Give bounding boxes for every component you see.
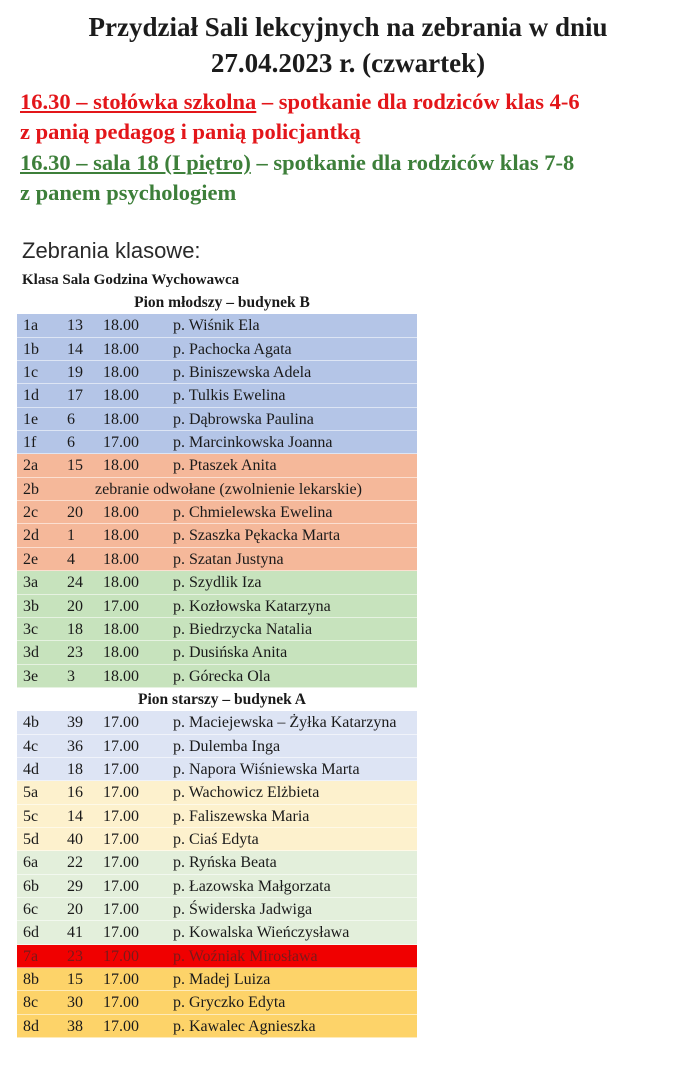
cell-klasa: 5c xyxy=(23,807,39,825)
cell-godzina: 18.00 xyxy=(103,364,139,382)
cell-klasa: 3c xyxy=(23,620,39,638)
class-meetings-table xyxy=(17,291,417,1038)
cell-klasa: 8d xyxy=(23,1017,39,1035)
cell-godzina: 18.00 xyxy=(103,317,139,335)
cell-wychowawca: p. Kowalska Wieńczysława xyxy=(173,924,350,942)
cell-wychowawca: p. Maciejewska – Żyłka Katarzyna xyxy=(173,714,397,732)
cell-klasa: 6b xyxy=(23,877,39,895)
cell-wychowawca: p. Napora Wiśniewska Marta xyxy=(173,760,360,778)
cell-klasa: 7a xyxy=(23,947,39,965)
cell-klasa: 2e xyxy=(23,550,39,568)
cell-sala: 20 xyxy=(67,597,83,615)
cell-godzina: 18.00 xyxy=(103,644,139,662)
cell-klasa: 5a xyxy=(23,784,39,802)
table-row xyxy=(17,478,417,501)
cell-godzina: 18.00 xyxy=(103,574,139,592)
cell-godzina: 17.00 xyxy=(103,434,139,452)
cell-wychowawca: p. Szatan Justyna xyxy=(173,550,284,568)
table-row xyxy=(17,384,417,407)
cell-wychowawca: p. Górecka Ola xyxy=(173,667,271,685)
cell-sala: 20 xyxy=(67,901,83,919)
cell-wychowawca: p. Wiśnik Ela xyxy=(173,317,260,335)
table-row xyxy=(17,501,417,524)
table-row xyxy=(17,314,417,337)
announcement-1-line2: z panią pedagog i panią policjantką xyxy=(20,119,361,144)
cell-sala: 6 xyxy=(67,434,75,452)
cell-sala: 19 xyxy=(67,364,83,382)
rows-older xyxy=(17,711,417,1038)
table-row xyxy=(17,758,417,781)
table-row xyxy=(17,781,417,804)
cell-godzina: 17.00 xyxy=(103,760,139,778)
cell-sala: 38 xyxy=(67,1017,83,1035)
cell-sala: 18 xyxy=(67,620,83,638)
cell-wychowawca: p. Dulemba Inga xyxy=(173,737,281,755)
table-row xyxy=(17,991,417,1014)
cell-godzina: 17.00 xyxy=(103,947,139,965)
cell-wychowawca: p. Faliszewska Maria xyxy=(173,807,310,825)
cell-klasa: 3d xyxy=(23,644,39,662)
table-row xyxy=(17,338,417,361)
cell-klasa: 2a xyxy=(23,457,39,475)
cell-godzina: 17.00 xyxy=(103,854,139,872)
cell-godzina: 17.00 xyxy=(103,1017,139,1035)
cell-sala: 24 xyxy=(67,574,83,592)
cell-wychowawca: p. Marcinkowska Joanna xyxy=(173,434,333,452)
cell-klasa: 5d xyxy=(23,831,39,848)
cell-wychowawca: p. Chmielewska Ewelina xyxy=(173,504,333,522)
cell-klasa: 8b xyxy=(23,971,39,989)
cell-klasa: 6a xyxy=(23,854,39,872)
cell-sala: 29 xyxy=(67,877,83,895)
table-row xyxy=(17,408,417,431)
announcement-2-place: 16.30 – sala 18 (I piętro) xyxy=(20,150,251,175)
rows-younger xyxy=(17,314,417,688)
cell-godzina: 17.00 xyxy=(103,597,139,615)
cell-klasa: 2b xyxy=(23,480,39,498)
cell-sala: 30 xyxy=(67,994,83,1012)
meetings-heading: Zebrania klasowe: xyxy=(22,238,201,263)
cell-wychowawca: p. Pachocka Agata xyxy=(173,340,292,358)
cell-sala: 23 xyxy=(67,947,83,965)
cell-godzina: 18.00 xyxy=(103,504,139,522)
cell-sala: 6 xyxy=(67,410,75,428)
cell-godzina: 17.00 xyxy=(103,901,139,919)
cell-godzina: 17.00 xyxy=(103,737,139,755)
table-row xyxy=(17,711,417,734)
table-row xyxy=(17,641,417,664)
cell-wychowawca: p. Ptaszek Anita xyxy=(173,457,277,475)
cell-sala: 14 xyxy=(67,807,83,825)
table-row xyxy=(17,921,417,944)
table-row xyxy=(17,805,417,828)
cell-godzina: 18.00 xyxy=(103,620,139,638)
cell-wychowawca: p. Ciaś Edyta xyxy=(173,831,259,848)
announcement-2-line2: z panem psychologiem xyxy=(20,180,237,205)
table-row xyxy=(17,361,417,384)
table-row xyxy=(17,595,417,618)
cell-godzina: 17.00 xyxy=(103,831,139,848)
cell-godzina: 18.00 xyxy=(103,410,139,428)
table-row xyxy=(17,431,417,454)
cell-sala: 40 xyxy=(67,831,83,848)
cell-klasa: 1c xyxy=(23,364,39,382)
cell-klasa: 3b xyxy=(23,597,39,615)
cell-klasa: 4b xyxy=(23,714,39,732)
cell-sala: 15 xyxy=(67,457,83,475)
cell-sala: 36 xyxy=(67,737,83,755)
cell-godzina: 17.00 xyxy=(103,714,139,732)
cell-sala: 41 xyxy=(67,924,83,942)
cell-wychowawca: p. Tulkis Ewelina xyxy=(173,387,286,405)
cell-godzina: 18.00 xyxy=(103,667,139,685)
cell-klasa: 1e xyxy=(23,410,39,428)
cell-wychowawca: p. Kawalec Agnieszka xyxy=(173,1017,316,1035)
cell-klasa: 6c xyxy=(23,901,39,919)
cell-klasa: 1b xyxy=(23,340,39,358)
table-row xyxy=(17,665,417,688)
cell-klasa: 6d xyxy=(23,924,39,942)
cell-sala: 1 xyxy=(67,527,75,545)
cell-sala: 15 xyxy=(67,971,83,989)
table-row xyxy=(17,898,417,921)
table-row xyxy=(17,828,417,851)
cell-klasa: 4d xyxy=(23,760,39,778)
table-row xyxy=(17,945,417,968)
cell-wychowawca: p. Dąbrowska Paulina xyxy=(173,410,314,428)
cell-godzina: 17.00 xyxy=(103,877,139,895)
cell-godzina: 17.00 xyxy=(103,784,139,802)
cell-godzina: 18.00 xyxy=(103,387,139,405)
section-younger: Pion młodszy – budynek B xyxy=(17,291,417,314)
cell-klasa: 1d xyxy=(23,387,39,405)
cell-sala: 16 xyxy=(67,784,83,802)
cell-note: zebranie odwołane (zwolnienie lekarskie) xyxy=(95,480,362,498)
cell-wychowawca: p. Ryńska Beata xyxy=(173,854,277,872)
cell-godzina: 17.00 xyxy=(103,924,139,942)
cell-wychowawca: p. Biedrzycka Natalia xyxy=(173,620,313,638)
table-row xyxy=(17,618,417,641)
cell-sala: 13 xyxy=(67,317,83,335)
cell-godzina: 17.00 xyxy=(103,971,139,989)
cell-wychowawca: p. Madej Luiza xyxy=(173,971,271,989)
cell-wychowawca: p. Łazowska Małgorzata xyxy=(173,877,331,895)
page-title-line2: 27.04.2023 r. (czwartek) xyxy=(210,48,486,78)
cell-wychowawca: p. Woźniak Mirosława xyxy=(173,947,318,965)
cell-wychowawca: p. Kozłowska Katarzyna xyxy=(173,597,331,615)
cell-sala: 14 xyxy=(67,340,83,358)
cell-sala: 4 xyxy=(67,550,75,568)
table-row xyxy=(17,524,417,547)
cell-godzina: 18.00 xyxy=(103,550,139,568)
cell-godzina: 18.00 xyxy=(103,340,139,358)
cell-wychowawca: p. Gryczko Edyta xyxy=(173,994,286,1012)
cell-klasa: 8c xyxy=(23,994,39,1012)
cell-klasa: 4c xyxy=(23,737,39,755)
announcement-1 xyxy=(20,89,580,115)
page-title-line1: Przydział Sali lekcyjnych na zebrania w dniu xyxy=(88,12,608,42)
section-older: Pion starszy – budynek A xyxy=(17,688,417,711)
table-header: Klasa Sala Godzina Wychowawca xyxy=(22,272,240,288)
table-row xyxy=(17,735,417,758)
cell-klasa: 3a xyxy=(23,574,39,592)
cell-godzina: 17.00 xyxy=(103,807,139,825)
cell-wychowawca: p. Dusińska Anita xyxy=(173,644,288,662)
table-row xyxy=(17,548,417,571)
cell-godzina: 18.00 xyxy=(103,527,139,545)
cell-klasa: 1a xyxy=(23,317,39,335)
cell-wychowawca: p. Wachowicz Elżbieta xyxy=(173,784,320,802)
cell-godzina: 17.00 xyxy=(103,994,139,1012)
cell-klasa: 2d xyxy=(23,527,39,545)
cell-sala: 22 xyxy=(67,854,83,872)
table-row xyxy=(17,1015,417,1038)
announcement-2-text: – spotkanie dla rodziców klas 7-8 xyxy=(250,150,575,175)
cell-klasa: 1f xyxy=(23,434,37,452)
cell-wychowawca: p. Biniszewska Adela xyxy=(173,364,312,382)
cell-godzina: 18.00 xyxy=(103,457,139,475)
cell-sala: 39 xyxy=(67,714,83,732)
cell-klasa: 3e xyxy=(23,667,39,685)
table-row xyxy=(17,571,417,594)
table-row xyxy=(17,968,417,991)
cell-sala: 23 xyxy=(67,644,83,662)
table-row xyxy=(17,875,417,898)
table-row xyxy=(17,454,417,477)
cell-sala: 20 xyxy=(67,504,83,522)
table-row xyxy=(17,851,417,874)
cell-sala: 18 xyxy=(67,760,83,778)
announcement-1-text: – spotkanie dla rodziców klas 4-6 xyxy=(256,89,580,114)
announcement-2 xyxy=(20,150,574,176)
cell-klasa: 2c xyxy=(23,504,39,522)
cell-wychowawca: p. Szydlik Iza xyxy=(173,574,262,592)
cell-wychowawca: p. Szaszka Pękacka Marta xyxy=(173,527,341,545)
cell-sala: 3 xyxy=(67,667,75,685)
cell-sala: 17 xyxy=(67,387,83,405)
announcement-1-place: 16.30 – stołówka szkolna xyxy=(20,89,257,114)
cell-wychowawca: p. Świderska Jadwiga xyxy=(173,901,313,919)
